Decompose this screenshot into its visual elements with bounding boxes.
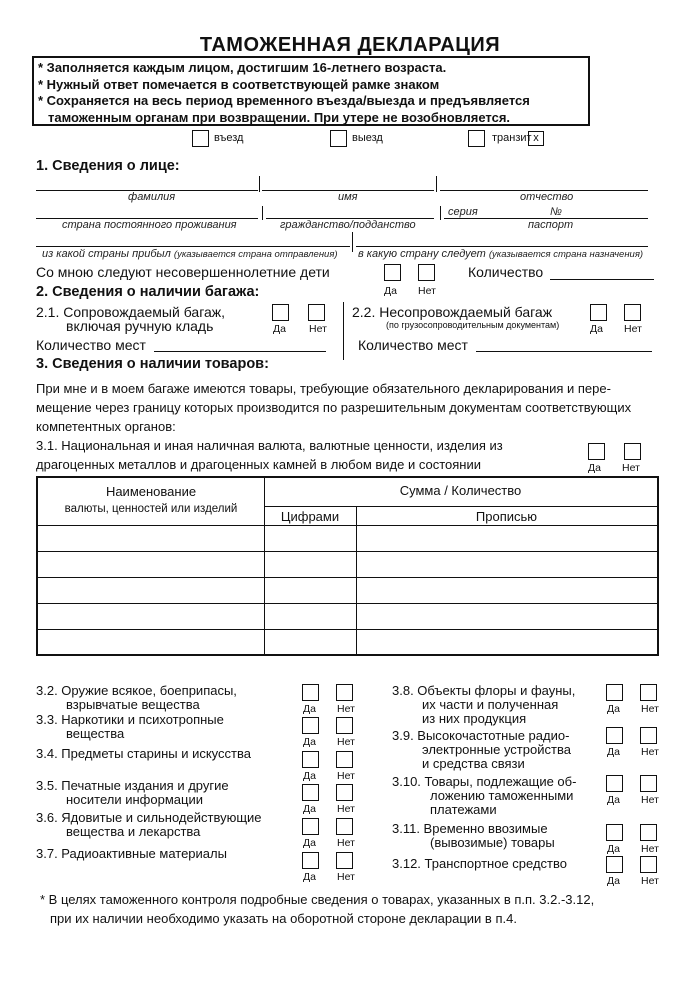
item-right-3-yes-checkbox[interactable] xyxy=(606,824,623,841)
item-left-1-yes-checkbox[interactable] xyxy=(302,717,319,734)
item-line: 3.6. Ядовитые и сильнодействующие xyxy=(36,810,262,825)
to-country-caption xyxy=(358,248,643,260)
minors-label: Со мною следуют несовершеннолетние дети xyxy=(36,264,330,280)
no-label: Нет xyxy=(641,843,659,855)
item-right-1-no-checkbox[interactable] xyxy=(640,727,657,744)
minors-no-checkbox[interactable] xyxy=(418,264,435,281)
yes-label: Да xyxy=(607,746,620,758)
no-label: Нет xyxy=(337,703,355,715)
transit-checkbox[interactable] xyxy=(468,130,485,147)
unaccompanied-yes-checkbox[interactable] xyxy=(590,304,607,321)
item-left-3-yes-checkbox[interactable] xyxy=(302,784,319,801)
quantity-label: Количество xyxy=(468,264,544,280)
no-label: Нет xyxy=(641,746,659,758)
yes-label: Да xyxy=(607,843,620,855)
pieces-label: Количество мест xyxy=(358,337,468,353)
item-right-4-no-checkbox[interactable] xyxy=(640,856,657,873)
column-header-name: Наименование xyxy=(105,484,197,499)
no-label: Нет xyxy=(337,736,355,748)
no-label: Нет xyxy=(309,323,327,335)
item-line: ложению таможенными xyxy=(430,788,574,803)
sample-mark-box: x xyxy=(528,131,544,146)
citizenship-caption: гражданство/подданство xyxy=(280,219,416,231)
item-line: 3.10. Товары, подлежащие об- xyxy=(392,774,577,789)
item-line: и средства связи xyxy=(422,756,525,771)
to-country-label: в какую страну следует xyxy=(358,248,486,260)
footnote-line: * В целях таможенного контроля подробные сведения о товарах, указанных в п.п. 3.2.-3.12, xyxy=(40,892,595,907)
item-line: 3.8. Объекты флоры и фауны, xyxy=(392,683,576,698)
entry-label: въезд xyxy=(214,132,244,144)
item-line: вещества xyxy=(66,726,125,741)
number-caption: № xyxy=(550,206,562,218)
item-left-0-yes-checkbox[interactable] xyxy=(302,684,319,701)
to-country-field[interactable] xyxy=(356,246,648,247)
item-3-11-label xyxy=(392,822,555,850)
item-right-2-no-checkbox[interactable] xyxy=(640,775,657,792)
exit-label: выезд xyxy=(352,132,383,144)
item-left-0-no-checkbox[interactable] xyxy=(336,684,353,701)
from-country-label: из какой страны прибыл xyxy=(42,248,171,260)
item-3-1-label xyxy=(36,436,503,474)
item-line: 3.3. Наркотики и психотропные xyxy=(36,712,224,727)
yes-label: Да xyxy=(273,323,286,335)
currency-table xyxy=(36,476,659,656)
no-label: Нет xyxy=(337,837,355,849)
yes-label: Да xyxy=(588,462,601,474)
item-right-2-yes-checkbox[interactable] xyxy=(606,775,623,792)
item-3-5-label xyxy=(36,779,229,807)
column-header-words: Прописью xyxy=(475,509,538,524)
item-3-4-label: 3.4. Предметы старины и искусства xyxy=(36,746,251,761)
intro-line: мещение через границу которых производится по разрешительным документам соответствующих xyxy=(36,400,632,415)
children-quantity-field[interactable] xyxy=(550,279,654,280)
section-3-title: 3. Сведения о наличии товаров: xyxy=(36,356,269,372)
intro-line: компетентных органов: xyxy=(36,419,176,434)
footnote-line: при их наличии необходимо указать на оборотной стороне декларации в п.4. xyxy=(50,911,517,926)
to-country-note: (указывается страна назначения) xyxy=(488,249,644,260)
no-label: Нет xyxy=(622,462,640,474)
series-caption: серия xyxy=(448,206,478,218)
item-line: взрывчатые вещества xyxy=(66,697,200,712)
item-line: их части и полученная xyxy=(422,697,559,712)
item-3-6-label xyxy=(36,811,262,839)
item-left-2-yes-checkbox[interactable] xyxy=(302,751,319,768)
yes-label: Да xyxy=(303,871,316,883)
accompanied-pieces-field[interactable] xyxy=(154,351,326,352)
currency-yes-checkbox[interactable] xyxy=(588,443,605,460)
yes-label: Да xyxy=(303,703,316,715)
minors-yes-checkbox[interactable] xyxy=(384,264,401,281)
yes-label: Да xyxy=(590,323,603,335)
yes-label: Да xyxy=(607,794,620,806)
item-right-3-no-checkbox[interactable] xyxy=(640,824,657,841)
item-line: из них продукция xyxy=(422,711,527,726)
patronymic-caption: отчество xyxy=(520,191,574,203)
section-3-intro xyxy=(36,379,631,436)
item-left-4-yes-checkbox[interactable] xyxy=(302,818,319,835)
no-label: Нет xyxy=(337,871,355,883)
footnote xyxy=(40,890,594,928)
item-line: вещества и лекарства xyxy=(66,824,201,839)
item-line: 3.11. Временно ввозимые xyxy=(392,821,548,836)
transit-label: транзит xyxy=(492,132,532,144)
item-left-5-no-checkbox[interactable] xyxy=(336,852,353,869)
section-2-title: 2. Сведения о наличии багажа: xyxy=(36,284,260,300)
item-line: (вывозимые) товары xyxy=(430,835,555,850)
item-3-12-label: 3.12. Транспортное средство xyxy=(392,856,567,871)
entry-checkbox[interactable] xyxy=(192,130,209,147)
item-left-3-no-checkbox[interactable] xyxy=(336,784,353,801)
instruction-line: * Заполняется каждым лицом, достигшим 16-летнего возраста. xyxy=(38,60,447,75)
item-line: 3.5. Печатные издания и другие xyxy=(36,778,229,793)
item-left-5-yes-checkbox[interactable] xyxy=(302,852,319,869)
no-label: Нет xyxy=(641,794,659,806)
unaccompanied-note: (по грузосопроводительным документам) xyxy=(386,320,560,330)
column-header-name-sub: валюты, ценностей или изделий xyxy=(64,503,238,515)
instruction-line: таможенным органам при возвращении. При утере не возобновляется. xyxy=(48,109,511,125)
currency-no-checkbox[interactable] xyxy=(624,443,641,460)
accompanied-baggage-label: 2.1. Сопровождаемый багаж, xyxy=(36,304,226,320)
passport-caption: паспорт xyxy=(528,219,574,231)
no-label: Нет xyxy=(418,285,436,297)
no-label: Нет xyxy=(337,770,355,782)
item-3-7-label: 3.7. Радиоактивные материалы xyxy=(36,846,227,861)
item-line: электронные устройства xyxy=(422,742,571,757)
exit-checkbox[interactable] xyxy=(330,130,347,147)
form-title: ТАМОЖЕННАЯ ДЕКЛАРАЦИЯ xyxy=(199,34,501,56)
accompanied-baggage-label-2: включая ручную кладь xyxy=(66,318,214,334)
item-3-9-label xyxy=(392,729,571,771)
item-line: 3.1. Национальная и иная наличная валюта, валютные ценности, изделия из xyxy=(36,438,503,453)
intro-line: При мне и в моем багаже имеются товары, требующие обязательного декларирования и пере- xyxy=(36,381,611,396)
yes-label: Да xyxy=(303,736,316,748)
no-label: Нет xyxy=(641,875,659,887)
item-right-1-yes-checkbox[interactable] xyxy=(606,727,623,744)
no-label: Нет xyxy=(641,703,659,715)
item-line: 3.2. Оружие всякое, боеприпасы, xyxy=(36,683,237,698)
unaccompanied-no-checkbox[interactable] xyxy=(624,304,641,321)
column-header-digits: Цифрами xyxy=(280,509,340,524)
yes-label: Да xyxy=(384,285,397,297)
item-line: платежами xyxy=(430,802,497,817)
item-3-2-label xyxy=(36,684,237,712)
surname-caption: фамилия xyxy=(128,191,176,203)
yes-label: Да xyxy=(607,703,620,715)
residence-caption: страна постоянного проживания xyxy=(62,219,237,231)
yes-label: Да xyxy=(303,770,316,782)
from-country-note: (указывается страна отправления) xyxy=(173,249,338,260)
item-line: драгоценных металлов и драгоценных камней в любом виде и состоянии xyxy=(36,457,481,472)
from-country-field[interactable] xyxy=(36,246,350,247)
no-label: Нет xyxy=(624,323,642,335)
yes-label: Да xyxy=(303,837,316,849)
accompanied-no-checkbox[interactable] xyxy=(308,304,325,321)
column-header-amount: Сумма / Количество xyxy=(399,483,522,498)
item-3-8-label xyxy=(392,684,575,726)
name-caption: имя xyxy=(338,191,358,203)
item-line: 3.9. Высокочастотные радио- xyxy=(392,728,570,743)
item-3-3-label xyxy=(36,713,224,741)
pieces-label: Количество мест xyxy=(36,337,146,353)
section-1-title: 1. Сведения о лице: xyxy=(36,158,180,174)
item-left-2-no-checkbox[interactable] xyxy=(336,751,353,768)
instruction-line: * Нужный ответ помечается в соответствующей рамке знаком xyxy=(38,76,440,92)
from-country-caption xyxy=(42,248,338,260)
no-label: Нет xyxy=(337,803,355,815)
item-right-0-yes-checkbox[interactable] xyxy=(606,684,623,701)
item-line: носители информации xyxy=(66,792,203,807)
accompanied-yes-checkbox[interactable] xyxy=(272,304,289,321)
yes-label: Да xyxy=(607,875,620,887)
unaccompanied-pieces-field[interactable] xyxy=(476,351,652,352)
yes-label: Да xyxy=(303,803,316,815)
unaccompanied-baggage-label: 2.2. Несопровождаемый багаж xyxy=(352,304,553,320)
item-right-0-no-checkbox[interactable] xyxy=(640,684,657,701)
item-left-1-no-checkbox[interactable] xyxy=(336,717,353,734)
item-left-4-no-checkbox[interactable] xyxy=(336,818,353,835)
item-3-10-label xyxy=(392,775,576,817)
instruction-line: * Сохраняется на весь период временного въезда/выезда и предъявляется xyxy=(38,93,530,108)
item-right-4-yes-checkbox[interactable] xyxy=(606,856,623,873)
